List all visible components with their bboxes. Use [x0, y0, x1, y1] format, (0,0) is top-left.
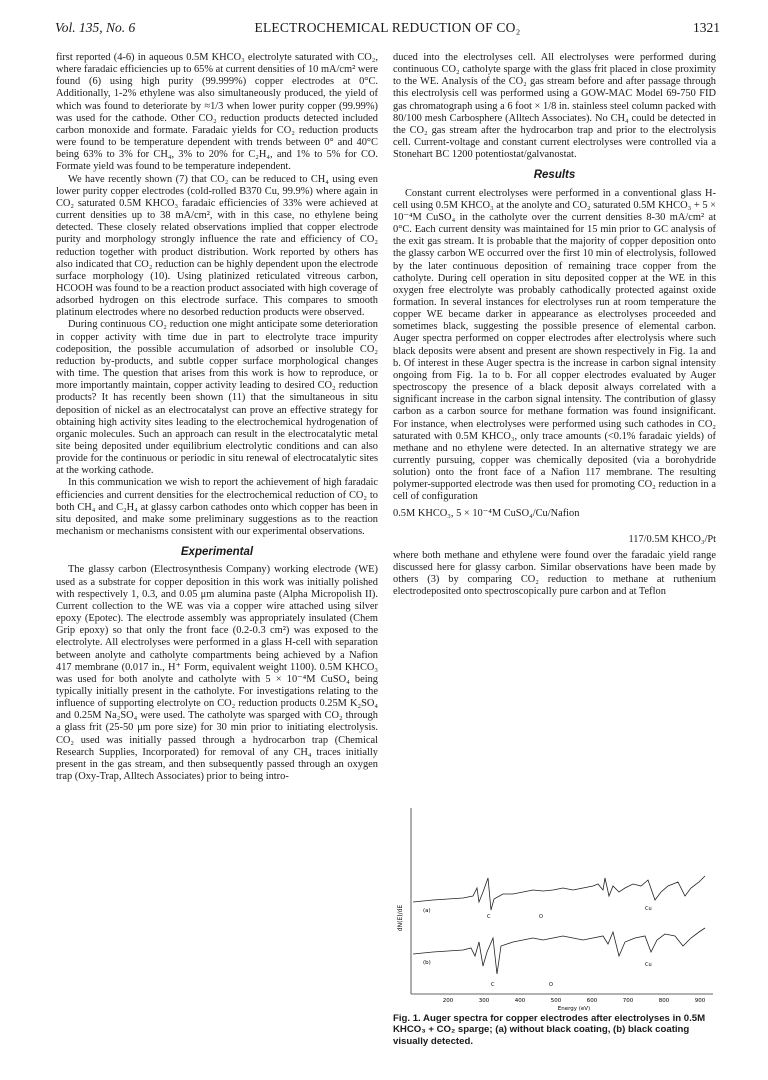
peak-label-o-b: O [549, 982, 553, 988]
peak-label-c-a: C [487, 914, 491, 920]
trace-label-b: (b) [423, 960, 431, 966]
running-title: ELECTROCHEMICAL REDUCTION OF CO₂ [254, 20, 521, 35]
figure-auger-spectra [393, 806, 716, 1016]
journal-volume: Vol. 135, No. 6 [55, 20, 136, 35]
paragraph: In this communication we wish to report the achievement of high faradaic efficiencies and current densities for the electrochemical reduction of CO₂ to both CH₄ and C₂H₄ at glassy carbon cathodes onto which copper has been in situ deposited, and make some preliminary suggestions as to the reaction mechanism or mechanisms consistent with our experimental observations. [56, 477, 378, 538]
trace-b [413, 928, 705, 974]
paragraph: During continuous CO₂ reduction one might anticipate some deterioration in copper activity with time due in part to electrolyte trace impurity codeposition, the possible accumulation of adsorbed or insoluble CO₂ reduction by-products, and subtle copper surface morphological changes with time. The question that arises from this work is how to reproduce, or more importantly maintain, copper activity leading to desired CO₂ reduction products? It has recently been shown (11) that the simultaneous in situ deposition of nickel as an electrocatalyst can prove an effective strategy for obtaining high activity sites leading to the electrochemical hydrogenation of organic molecules. Such an approach can result in the electrocatalytic metal site being deposited under equilibrium electrolytic conditions and can also provide for the continuous or periodic in situ renewal of electrocatalytic sites at the working cathode. [56, 319, 378, 477]
x-tick-label: 400 [514, 998, 526, 1004]
peak-label-o-a: O [539, 914, 543, 920]
left-column [56, 52, 378, 783]
paragraph: We have recently shown (7) that CO₂ can be reduced to CH₄ using even lower purity copper electrodes (cold-rolled B370 Cu, 99.9%) where again in CO₂ saturated 0.5M KHCO₃ faradaic efficiencies of 33% were achieved at current densities up to 38 mA/cm², with in this case, no ethylene being detected. These closely related observations implied that copper electrode purity and morphology strongly influence the rate and efficiency of CO₂ reduction together with product distribution. Work reported by others has also indicated that CO₂ reduction can be highly dependent upon the electrode surface morphology (10). Using platinized reticulated vitreous carbon, HCOOH was found to be a reaction product associated with high coverage of adsorbed hydrogen on this electrode surface. This compares to smooth platinum electrodes where no desorbed reduction products were observed. [56, 173, 379, 319]
y-axis-label: dN(E)/dE [397, 904, 404, 932]
section-heading-experimental: Experimental [180, 546, 254, 559]
x-tick-label: 300 [478, 998, 490, 1004]
x-tick-label: 700 [622, 998, 634, 1004]
x-tick-label: 600 [586, 998, 598, 1004]
x-ticks [443, 998, 706, 1004]
peak-label-cu-a: Cu [645, 906, 652, 912]
paragraph: duced into the electrolyses cell. All electrolyses were performed during continuous CO₂ catholyte sparge with the glass frit placed in close proximity to the WE. Analysis of the CO₂ gas stream before and after passage through this electrolysis cell was performed using a GOW-MAC Model 69-750 FID gas chromatograph using a 6 foot × 1/8 in. stainless steel column packed with 80/100 mesh Carbosphere (Alltech Associates). No CH₄ could be detected in the CO₂ gas stream after the hydrocarbon trap and prior to the electrolysis cell. Current-voltage and constant current electrolyses were controlled via a Stonehart BC 1200 potentiostat/galvanostat. [393, 52, 716, 161]
paragraph: Constant current electrolyses were performed in a conventional glass H-cell using 0.5M KHCO₃ at the anolyte and CO₂ saturated 0.5M KHCO₃ + 5 × 10⁻⁴M CuSO₄ in the catholyte over the current densities 8-30 mA/cm² at 0°C. Each current density was maintained for 15 min prior to GC analysis of the exit gas stream. It is probable that the majority of copper deposition onto the glassy carbon WE occurred over the first 10 min of electrolysis, followed by the later continuous deposition of remaining trace copper from the catholyte. During cell operation in situ deposited copper at the WE in this oxygen free electrolyte was probably cathodically protected against oxide formation. In several instances for electrolyses run at room temperature the copper WE became darker in appearance as electrolyses proceeded and sometimes black, suggesting the possible presence of elemental carbon. Auger spectra performed on copper electrodes after electrolysis where such black deposits were absent and present are shown respectively in Fig. 1a and b. Of interest in these Auger spectra is the increase in carbon signal intensity ongoing from Fig. 1a to b. For all copper electrodes evaluated by Auger spectroscopy the presence of a black deposit always correlated with a significant increase in the carbon signal intensity. The contribution of glassy carbon as a carbon source for methane formation was found insignificant. For instance, when electrolyses were performed using such cathodes in CO₂ saturated with 0.5M KHCO₃, only trace amounts (<0.1% faradaic yields) of methane and no ethylene were detected. In an alternative strategy we are currently pursuing, copper was chemically deposited (via a borohydride solution) onto the front face of a Nafion 117 membrane. The resulting polymer-supported electrode was then used for promoting CO₂ reduction in a cell of configuration [393, 187, 716, 503]
cell-configuration [393, 508, 716, 546]
cell-config-line-2: 117/0.5M KHCO₃/Pt [628, 533, 716, 545]
trace-label-a: (a) [423, 908, 431, 914]
right-column [393, 52, 716, 599]
x-tick-label: 200 [442, 998, 454, 1004]
trace-a [413, 876, 705, 910]
paragraph: The glassy carbon (Electrosynthesis Company) working electrode (WE) used as a substrate for copper deposition in this work was initially polished with respectively 1, 0.3, and 0.05 μm alumina paste (Alpha Micropolish II). Current collection to the WE was via a copper wire attached using silver epoxy (Epotec). The electrode assembly was appropriately insulated (Chem Grip epoxy) so that only the front face (0.2-0.3 cm²) was exposed to the electrolyte. All electrolyses were performed in a glass H-cell with separation between anolyte and catholyte compartments being achieved by a Nafion 417 membrane (0.017 in., H⁺ Form, equivalent weight 1100). 0.5M KHCO₃ was used for both anolyte and catholyte with 5 × 10⁻⁴M CuSO₄ being typically initially present in the catholyte. For investigations relating to the influence of supporting electrolyte on CO₂ reduction products 0.25M K₂SO₄ and 0.25M Na₂SO₄ were used. The catholyte was sparged with CO₂ through a glass frit (25-50 μm pore size) for 30 min prior to initiating electrolysis. CO₂ used was initially passed through a hydrocarbon trap (Chemical Research Supplies, Incorporated) for removal of any CH₄ traces initially present in the gas stream, and then subsequently passed through an oxygen trap (Oxy-Trap, Alltech Associates) prior to being intro- [56, 564, 378, 783]
page-number: 1321 [693, 20, 720, 35]
peak-label-c-b: C [491, 982, 495, 988]
paragraph: first reported (4-6) in aqueous 0.5M KHCO₃ electrolyte saturated with CO₂, where faradaic efficiencies up to 65% at current densities of 10 mA/cm² were found (6) using high purity (99.999%) copper electrodes at 0°C. Additionally, 1-2% ethylene was also simultaneously produced, the yield of which was found to deteriorate by ≈1/3 when lower purity copper (99.99%) was used for the cathode. Other CO₂ reduction products detected included carbon monoxide and formate. Faradaic yields for CO₂ reduction products were found to be temperature dependent with trends between 0° and 40°C being 63% to 3% for CH₄, 3% to 20% for C₂H₄, and 1% to 5% for CO. Formate yield was found to be temperature independent. [56, 52, 379, 173]
x-tick-label: 800 [658, 998, 670, 1004]
peak-label-cu-b: Cu [645, 962, 652, 968]
x-tick-label: 900 [694, 998, 706, 1004]
x-tick-label: 500 [550, 998, 562, 1004]
running-header [55, 20, 720, 38]
figure-caption: Fig. 1. Auger spectra for copper electrodes after electrolyses in 0.5M KHCO₃ + CO₂ sparge; (a) without black coating, (b) black coating visually detected. [393, 1013, 706, 1047]
auger-spectra-plot [393, 806, 716, 1011]
section-heading-results: Results [533, 169, 576, 182]
paragraph: where both methane and ethylene were found over the faradaic yield range discussed here for glassy carbon. Similar observations have been made by others (3) by comparing CO₂ reduction to methane at ruthenium electrodeposited onto spectroscopically pure carbon and at Teflon [393, 549, 716, 598]
cell-config-line-1: 0.5M KHCO₃, 5 × 10⁻⁴M CuSO₄/Cu/Nafion [393, 507, 580, 519]
x-axis-label: Energy (eV) [557, 1006, 591, 1011]
